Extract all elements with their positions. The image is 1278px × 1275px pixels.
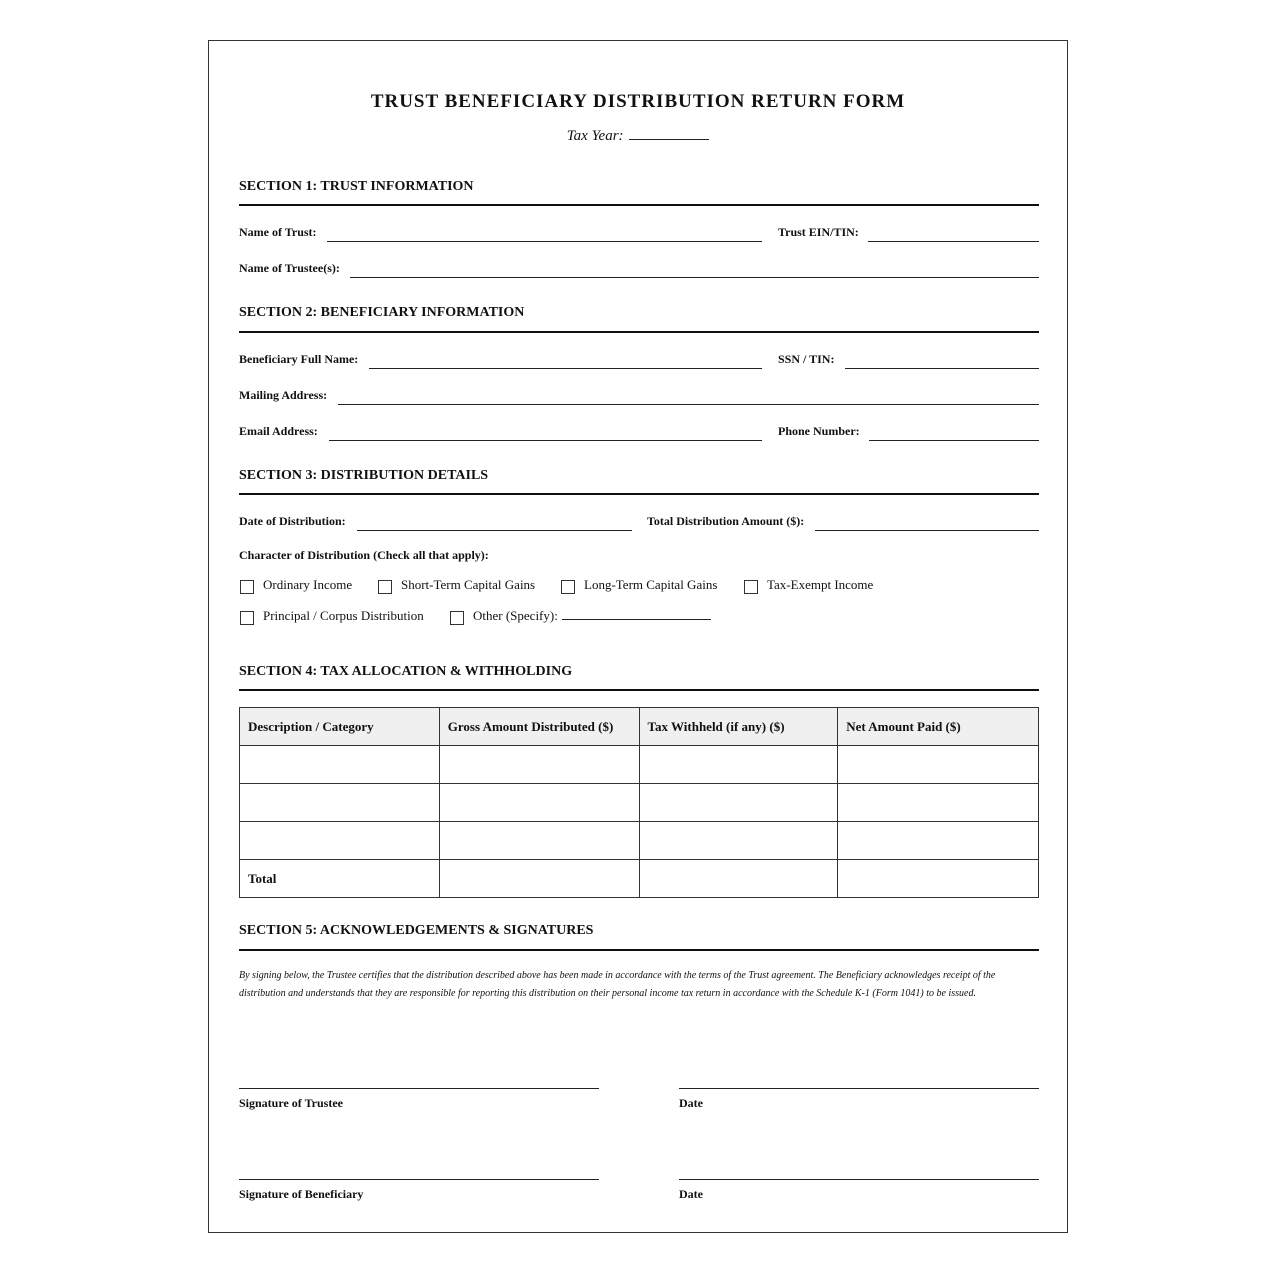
tax-year-field[interactable] (629, 125, 709, 140)
phone-label: Phone Number: (778, 424, 860, 438)
phone-field[interactable] (869, 440, 1039, 441)
beneficiary-date-line[interactable] (679, 1179, 1039, 1180)
trustee-date-line[interactable] (679, 1088, 1039, 1089)
section-1-title: SECTION 1: TRUST INFORMATION (239, 179, 474, 194)
checkbox-short-term-gains[interactable] (378, 580, 392, 594)
table-header-row (240, 708, 1039, 746)
checkbox-label: Long-Term Capital Gains (584, 577, 718, 592)
trust-ein-label: Trust EIN/TIN: (778, 225, 859, 239)
checkbox-label: Tax-Exempt Income (767, 577, 874, 592)
total-label: Total (240, 860, 440, 898)
checkbox-long-term-gains[interactable] (561, 580, 575, 594)
form-page (208, 40, 1068, 1233)
total-gross-cell[interactable] (439, 860, 639, 898)
total-distribution-label: Total Distribution Amount ($): (647, 514, 805, 528)
table-cell[interactable] (240, 746, 440, 784)
table-row (240, 746, 1039, 784)
total-withheld-cell[interactable] (639, 860, 838, 898)
table-row (240, 822, 1039, 860)
mailing-address-field[interactable] (338, 404, 1039, 405)
trust-name-field[interactable] (327, 241, 762, 242)
checkbox-tax-exempt[interactable] (744, 580, 758, 594)
acknowledgement-statement: By signing below, the Trustee certifies that the distribution described above has been made in accordance with the terms of the Trust agreement. The Beneficiary acknowledges receipt of the distribution and understands that they are responsible for reporting this distribution on their personal income tax return in accordance with the Schedule K-1 (Form 1041) to be issued. (239, 970, 996, 999)
total-distribution-field[interactable] (815, 530, 1039, 531)
total-net-cell[interactable] (838, 860, 1039, 898)
checkbox-other[interactable] (450, 611, 464, 625)
column-header: Gross Amount Distributed ($) (439, 708, 639, 746)
table-row (240, 784, 1039, 822)
checkbox-label: Principal / Corpus Distribution (263, 608, 424, 623)
trust-name-label: Name of Trust: (239, 225, 317, 239)
checkbox-principal-corpus[interactable] (240, 611, 254, 625)
distribution-date-label: Date of Distribution: (239, 514, 346, 528)
mailing-address-label: Mailing Address: (239, 388, 328, 402)
table-cell[interactable] (240, 822, 440, 860)
trustee-name-label: Name of Trustee(s): (239, 261, 340, 275)
checkbox-label: Short-Term Capital Gains (401, 577, 536, 592)
trustee-date-label: Date (679, 1096, 703, 1110)
column-header: Net Amount Paid ($) (838, 708, 1039, 746)
email-field[interactable] (329, 440, 762, 441)
table-cell[interactable] (838, 746, 1039, 784)
table-cell[interactable] (838, 784, 1039, 822)
beneficiary-signature-line[interactable] (239, 1179, 599, 1180)
column-header: Description / Category (240, 708, 440, 746)
distribution-date-field[interactable] (357, 530, 632, 531)
section-5-title: SECTION 5: ACKNOWLEDGEMENTS & SIGNATURES (239, 923, 594, 938)
section-4-divider (239, 689, 1039, 691)
section-3-title: SECTION 3: DISTRIBUTION DETAILS (239, 468, 489, 483)
section-2-title: SECTION 2: BENEFICIARY INFORMATION (239, 305, 525, 320)
table-cell[interactable] (639, 822, 838, 860)
table-cell[interactable] (439, 822, 639, 860)
section-1-divider (239, 204, 1039, 206)
other-specify-field[interactable] (562, 619, 711, 620)
section-3-divider (239, 493, 1039, 495)
section-4-title: SECTION 4: TAX ALLOCATION & WITHHOLDING (239, 664, 573, 679)
beneficiary-signature-label: Signature of Beneficiary (239, 1187, 364, 1201)
trustee-signature-line[interactable] (239, 1088, 599, 1089)
ssn-label: SSN / TIN: (778, 352, 835, 366)
beneficiary-name-label: Beneficiary Full Name: (239, 352, 359, 366)
checkbox-ordinary-income[interactable] (240, 580, 254, 594)
trustee-name-field[interactable] (350, 277, 1039, 278)
email-label: Email Address: (239, 424, 318, 438)
tax-allocation-table (239, 707, 1039, 898)
table-cell[interactable] (639, 784, 838, 822)
trust-ein-field[interactable] (868, 241, 1039, 242)
column-header: Tax Withheld (if any) ($) (639, 708, 838, 746)
trustee-signature-label: Signature of Trustee (239, 1096, 343, 1110)
section-2-divider (239, 331, 1039, 333)
table-cell[interactable] (240, 784, 440, 822)
tax-year-row (209, 125, 1067, 145)
checkbox-label: Ordinary Income (263, 577, 353, 592)
tax-year-label: Tax Year: (566, 128, 624, 144)
table-total-row (240, 860, 1039, 898)
character-label: Character of Distribution (Check all that apply): (239, 548, 489, 562)
beneficiary-name-field[interactable] (369, 368, 762, 369)
table-cell[interactable] (439, 784, 639, 822)
section-5-divider (239, 949, 1039, 951)
table-cell[interactable] (439, 746, 639, 784)
ssn-field[interactable] (845, 368, 1039, 369)
table-cell[interactable] (639, 746, 838, 784)
checkbox-label: Other (Specify): (473, 608, 558, 623)
table-cell[interactable] (838, 822, 1039, 860)
form-title: TRUST BENEFICIARY DISTRIBUTION RETURN FORM (370, 91, 906, 112)
beneficiary-date-label: Date (679, 1187, 703, 1201)
